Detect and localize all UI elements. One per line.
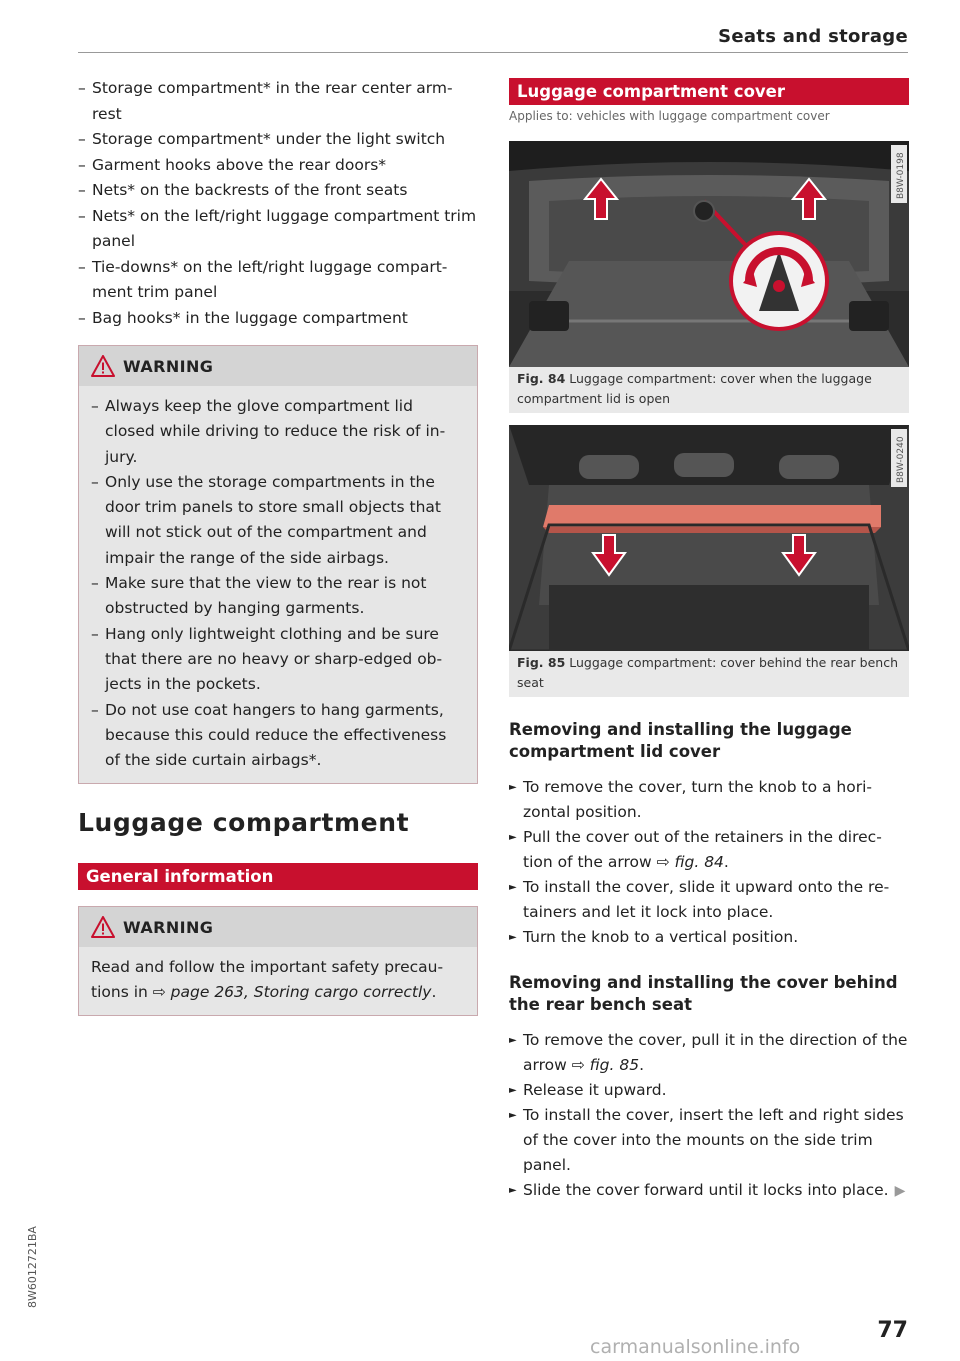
- step-item: [509, 925, 909, 950]
- step-item: [509, 825, 909, 875]
- warning-header: [79, 907, 477, 947]
- step-text: To install the cover, insert the left and right sides of the cover into the mounts on the side trim panel.: [523, 1106, 904, 1174]
- warning-text: [91, 955, 465, 1005]
- warning-item: – Hang only lightweight clothing and be sure that there are no heavy or sharp-edged ob-jects in the pockets.: [91, 622, 465, 698]
- warning-list: [91, 394, 465, 773]
- figure-84: [509, 141, 909, 413]
- step-text-end: .: [723, 853, 729, 871]
- step-item: [509, 875, 909, 925]
- warning-header: [79, 346, 477, 386]
- warning-box-2: [78, 906, 478, 1016]
- warning-label: WARNING: [123, 356, 214, 376]
- step-text: Slide the cover forward until it locks into place.: [523, 1181, 889, 1199]
- list-item: – Nets* on the left/right luggage compartment trim panel: [78, 204, 478, 255]
- warning-item: – Always keep the glove compartment lid closed while driving to reduce the risk of in-jury.: [91, 394, 465, 470]
- page-reference-link[interactable]: ⇨ page 263, Storing cargo correctly: [152, 983, 432, 1002]
- list-item: – Nets* on the backrests of the front seats: [78, 178, 478, 204]
- step-text: Turn the knob to a vertical position.: [523, 928, 799, 946]
- warning-text-end: .: [431, 983, 437, 1002]
- warning-triangle-icon: [91, 355, 115, 377]
- figure-code: B8W-0198: [896, 152, 906, 199]
- warning-body: [79, 386, 477, 783]
- figure-85: [509, 425, 909, 697]
- figure-number: Fig. 85: [517, 655, 566, 670]
- header-rule: [78, 52, 908, 53]
- step-text: To install the cover, slide it upward onto the re-tainers and let it lock into place.: [523, 878, 890, 921]
- step-item: [509, 1028, 909, 1078]
- list-item: – Storage compartment* under the light switch: [78, 127, 478, 153]
- subheading-lid-cover: Removing and installing the luggage compartment lid cover: [509, 720, 852, 761]
- step-text: Pull the cover out of the retainers in the direc-tion of the arrow: [523, 828, 882, 871]
- step-text: To remove the cover, pull it in the direction of the arrow: [523, 1031, 908, 1074]
- subsection-bar: General information: [78, 863, 478, 890]
- steps-list: [509, 775, 909, 950]
- figure-number: Fig. 84: [517, 371, 566, 386]
- step-item: [509, 1078, 909, 1103]
- warning-triangle-icon: [91, 916, 115, 938]
- step-item: [509, 1103, 909, 1178]
- warning-box: [78, 345, 478, 784]
- list-item: – Bag hooks* in the luggage compartment: [78, 306, 478, 332]
- continued-arrow-icon: ▶: [894, 1183, 906, 1199]
- figure-caption: [509, 367, 909, 413]
- rear-bench-cover-illustration: [509, 425, 909, 651]
- figure-caption: [509, 651, 909, 697]
- document-code: 8W6012721BA: [26, 1226, 39, 1308]
- warning-item: – Do not use coat hangers to hang garments, because this could reduce the effectiveness of the side curtain airbags*.: [91, 698, 465, 774]
- step-text-end: .: [639, 1056, 645, 1074]
- right-column: [509, 78, 909, 1204]
- step-text: To remove the cover, turn the knob to a hori-zontal position.: [523, 778, 872, 821]
- figure-reference-link[interactable]: ⇨ fig. 85: [571, 1056, 640, 1074]
- warning-item: – Only use the storage compartments in the door trim panels to store small objects that will not stick out of the compartment and impair the range of the side airbags.: [91, 470, 465, 571]
- storage-list: [78, 76, 478, 331]
- figure-reference-link[interactable]: ⇨ fig. 84: [656, 853, 724, 871]
- step-text: Release it upward.: [523, 1081, 667, 1099]
- figure-caption-text: Luggage compartment: cover behind the rear bench seat: [517, 655, 898, 690]
- document-code-vertical: [22, 1180, 42, 1310]
- list-item: – Garment hooks above the rear doors*: [78, 153, 478, 179]
- applies-to-note: Applies to: vehicles with luggage compartment cover: [509, 109, 830, 123]
- watermark: carmanualsonline.info: [590, 1336, 801, 1358]
- list-item: – Storage compartment* in the rear center arm-rest: [78, 76, 478, 127]
- step-item: [509, 775, 909, 825]
- section-title: Luggage compartment: [78, 808, 410, 838]
- subheading-bench-cover: Removing and installing the cover behind the rear bench seat: [509, 973, 898, 1014]
- running-header: Seats and storage: [718, 26, 908, 47]
- page-number: 77: [877, 1318, 908, 1343]
- steps-list: [509, 1028, 909, 1204]
- left-column: [78, 76, 478, 1016]
- subsection-bar: Luggage compartment cover: [509, 78, 909, 105]
- figure-code: B8W-0240: [896, 436, 906, 483]
- warning-text-main: Read and follow the important safety precau-tions in: [91, 958, 444, 1002]
- figure-caption-text: Luggage compartment: cover when the luggage compartment lid is open: [517, 371, 872, 406]
- list-item: – Tie-downs* on the left/right luggage compart-ment trim panel: [78, 255, 478, 306]
- luggage-cover-open-illustration: [509, 141, 909, 367]
- warning-item: – Make sure that the view to the rear is not obstructed by hanging garments.: [91, 571, 465, 622]
- step-item: [509, 1178, 909, 1204]
- warning-label: WARNING: [123, 917, 214, 937]
- warning-body: [79, 947, 477, 1015]
